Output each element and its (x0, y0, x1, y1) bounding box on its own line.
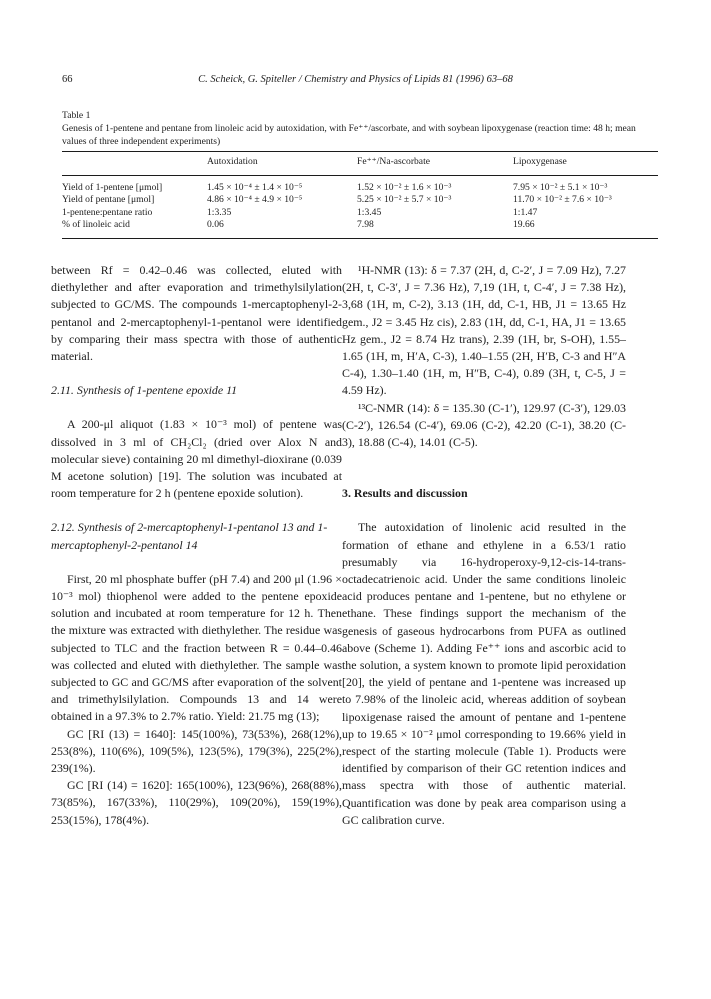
row-label: Yield of 1-pentene [μmol] (62, 182, 163, 194)
paragraph: between Rf = 0.42–0.46 was collected, eluted with diethylether and after evaporation and trimethylsilylation subjected to GC/MS. The compounds 1-mercaptophenyl-2-pentanol and 2-mercaptophenyl-1-pentanol were identified by comparing their mass spectra with those of authentic material. (51, 263, 342, 364)
left-column (51, 262, 342, 829)
column-header: Fe⁺⁺/Na-ascorbate (357, 151, 513, 175)
table-label: Table 1 (62, 110, 91, 121)
page-number: 66 (62, 74, 73, 85)
table-cell: 1:3.35 (207, 206, 232, 218)
table-cell: 7.98 (357, 219, 374, 231)
table-cell: 1:3.45 (357, 206, 382, 218)
paragraph: ¹H-NMR (13): δ = 7.37 (2H, d, C-2′, J = 7.09 Hz), 7.27 (2H, t, C-3′, J = 7.36 Hz), 7,19 (1H, t, C-4′, J = 7.38 Hz), 3,68 (1H, m, C-2), 3.13 (1H, dd, C-1, HB, J1 = 13.65 Hz gem., J2 = 3.45 Hz cis), 2.83 (1H, dd, C-1, HA, J1 = 13.65 Hz gem., J2 = 8.74 Hz trans), 2.39 (1H, br, S-OH), 1.55–1.65 (1H, m, H′A, C-3), 1.40–1.55 (2H, H′B, C-3 and H″A C-4), 1.30–1.40 (1H, m, H″B, C-4), 0.89 (3H, t, C-5, J = 4.59 Hz). (342, 263, 626, 398)
paragraph: The autoxidation of linolenic acid resulted in the formation of ethane and ethylene in a 6.53/1 ratio presumably via 16-hydroperoxy-9,12-cis-14-trans-octadecatrienoic acid. Under the same conditions linoleic acid produces pentane and 1-pentene, but no ethylene or ethane. These findings support the mechanism of the genesis of gaseous hydrocarbons from PUFA as outlined above (Scheme 1). Adding Fe⁺⁺ ions and ascorbic acid to the solution, a system known to promote lipid peroxidation [20], the yield of pentane and 1-pentene was increased up to 7.98% of the linoleic acid, whereas addition of soybean lipoxigenase raised the amount of pentane and 1-pentene up to 19.65 × 10⁻² μmol corresponding to 19.66% yield in respect of the starting molecule (Table 1). Products were identified by comparison of their GC retention indices and mass spectra with those of authentic material. Quantification was done by peak area comparison using a GC calibration curve. (342, 520, 626, 827)
table-cell: 1.52 × 10⁻² ± 1.6 × 10⁻³ (357, 182, 452, 194)
right-column (342, 262, 626, 829)
paragraph: A 200-μl aliquot (1.83 × 10⁻³ mol) of pentene was dissolved in 3 ml of CH₂Cl₂ (dried over Alox N and molecular sieve) containing 20 ml dimethyl-dioxirane (0.039 M acetone solution) [19]. The solution was incubated at room temperature for 2 h (pentene epoxide solution). (51, 417, 342, 501)
paragraph: First, 20 ml phosphate buffer (pH 7.4) and 200 μl (1.96 × 10⁻³ mol) thiophenol were added to the pentene epoxide solution and incubated at room temperature for 12 h. Then the mixture was extracted with diethylether. The residue was subjected to TLC and the fraction between R = 0.44–0.46 was collected and eluted with diethylether. The sample was subjected to GC and GC/MS after evaporation of the solvent and trimethylsilylation. Compounds 13 and 14 were obtained in a 97.3% to 2.7% ratio. Yield: 21.75 mg (13); (51, 571, 342, 724)
column-header: Lipoxygenase (513, 151, 658, 175)
section-heading-2-12: 2.12. Synthesis of 2-mercaptophenyl-1-pentanol 13 and 1-mercaptophenyl-2-pentanol 14 (51, 520, 328, 552)
table-cell: 19.66 (513, 219, 535, 231)
row-label: Yield of pentane [μmol] (62, 194, 155, 206)
paragraph: GC [RI (13) = 1640]: 145(100%), 73(53%), 268(12%), 253(8%), 110(6%), 109(5%), 123(5%), 179(3%), 225(2%), 239(1%). (51, 726, 342, 776)
table-1 (62, 110, 658, 239)
paragraph: GC [RI (14) = 1620]: 165(100%), 123(96%), 268(88%), 73(85%), 167(33%), 110(29%), 109(20%), 159(19%), 253(15%), 178(4%). (51, 778, 342, 827)
row-label: 1-pentene:pentane ratio (62, 206, 153, 218)
table-caption: Genesis of 1-pentene and pentane from linoleic acid by autoxidation, with Fe⁺⁺/ascorbate, and with soybean lipoxygenase (reaction time: 48 h; mean values of three independent experiments) (62, 123, 636, 147)
table-row (62, 207, 658, 219)
table-cell: 11.70 × 10⁻² ± 7.6 × 10⁻³ (513, 194, 612, 206)
table-row (62, 194, 658, 206)
table-cell: 0.06 (207, 219, 224, 231)
table-cell: 1:1.47 (513, 206, 538, 218)
section-heading-3: 3. Results and discussion (342, 486, 468, 501)
row-label: % of linoleic acid (62, 219, 130, 231)
section-heading-2-11: 2.11. Synthesis of 1-pentene epoxide 11 (51, 383, 238, 398)
table-row (62, 176, 658, 195)
paragraph: ¹³C-NMR (14): δ = 135.30 (C-1′), 129.97 (C-3′), 129.03 (C-2′), 126.54 (C-4′), 69.06 (C-2), 42.20 (C-1), 38.20 (C-3), 18.88 (C-4), 14.01 (C-5). (342, 400, 626, 450)
table-row (62, 219, 658, 239)
table-cell: 7.95 × 10⁻² ± 5.1 × 10⁻³ (513, 182, 608, 194)
column-header: Autoxidation (207, 151, 357, 175)
table-cell: 1.45 × 10⁻⁴ ± 1.4 × 10⁻⁵ (207, 182, 303, 194)
table-header-row (62, 151, 658, 175)
results-table (62, 151, 658, 239)
table-cell: 4.86 × 10⁻⁴ ± 4.9 × 10⁻⁵ (207, 194, 303, 206)
running-title: C. Scheick, G. Spiteller / Chemistry and Physics of Lipids 81 (1996) 63–68 (198, 74, 513, 85)
column-header (62, 151, 207, 175)
table-cell: 5.25 × 10⁻² ± 5.7 × 10⁻³ (357, 194, 452, 206)
